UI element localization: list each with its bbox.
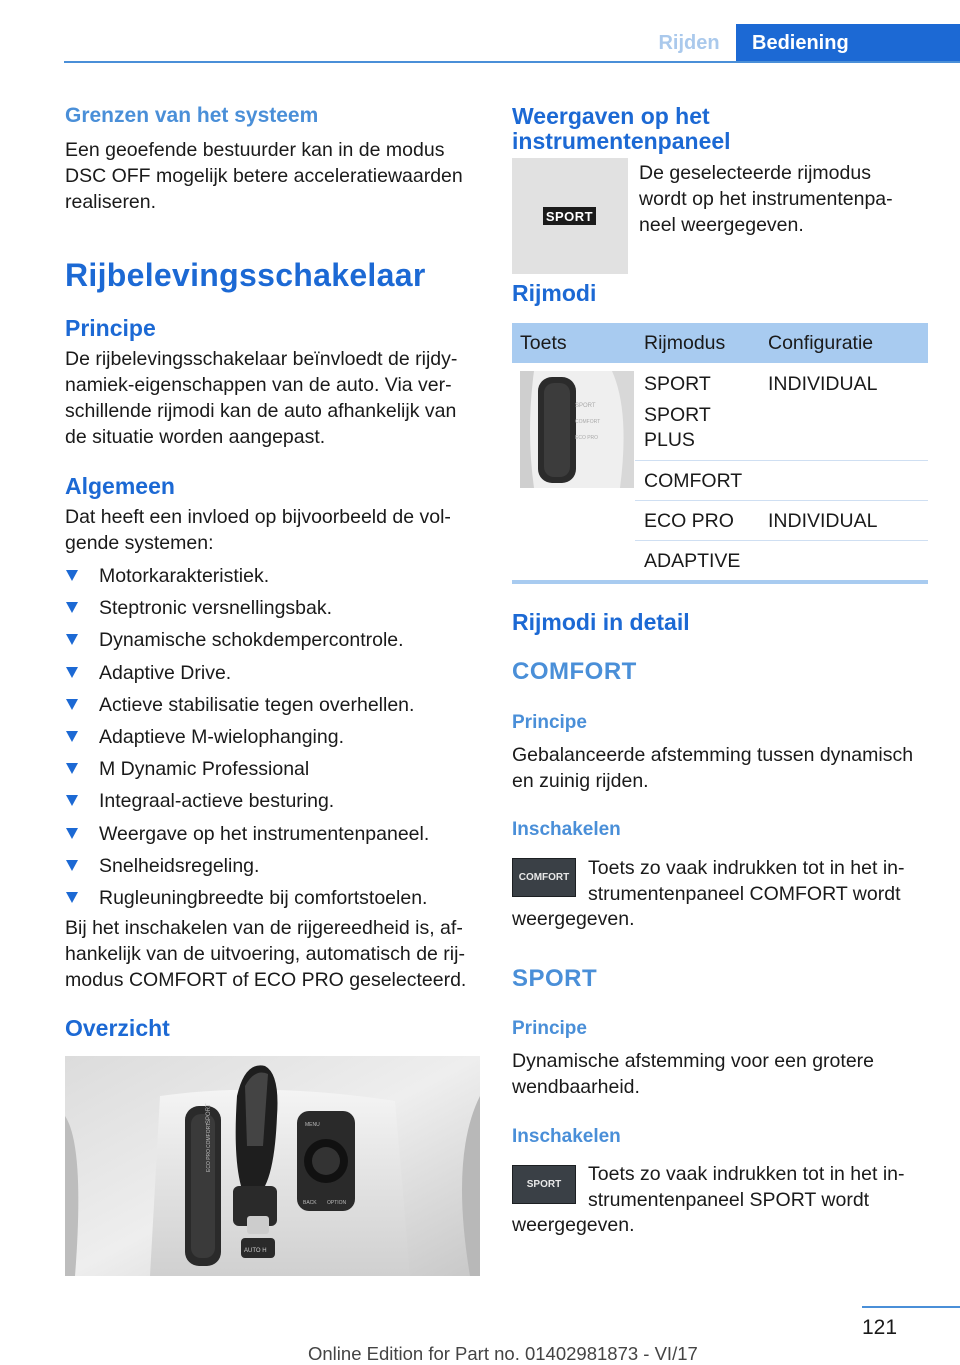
console-option-label: OPTION: [327, 1200, 347, 1206]
list-item: Snelheidsregeling.: [65, 853, 477, 885]
sport-activate-text: Toets zo vaak indrukken tot in het in-strumentenpaneel SPORT wordt: [588, 1163, 905, 1211]
triangle-bullet-icon: [66, 667, 78, 678]
triangle-bullet-icon: [66, 892, 78, 903]
display-image: [512, 158, 628, 274]
activation-text: Bij het inschakelen van de rijgereedheid is, af-hankelijk van de uitvoering, automatisch de rij-modus COMFORT of ECO PRO geselecteerd.: [65, 917, 467, 991]
general-heading: Algemeen: [65, 473, 175, 499]
console-eco-label: ECO PRO: [206, 1148, 212, 1172]
comfort-button: [512, 858, 576, 897]
row-mode: COMFORT: [644, 470, 743, 492]
comfort-principle-heading: Principe: [512, 712, 587, 733]
triangle-bullet-icon: [66, 731, 78, 742]
list-item: M Dynamic Professional: [65, 756, 477, 788]
row-config: INDIVIDUAL: [768, 510, 878, 532]
console-comfort-label: COMFORT: [206, 1122, 212, 1148]
limits-text: Een geoefende bestuurder kan in de modus DSC OFF mogelijk betere acceleratiewaarden realiseren.: [65, 139, 463, 213]
display-text: De geselecteerde rijmodus wordt op het instrumentenpa-neel weergegeven.: [639, 162, 893, 236]
table-row: [635, 363, 928, 461]
triangle-bullet-icon: [66, 763, 78, 774]
edition-text: Online Edition for Part no. 01402981873 - VI/17: [308, 1343, 698, 1364]
modes-heading: Rijmodi: [512, 280, 597, 306]
triangle-bullet-icon: [66, 860, 78, 871]
detail-heading: Rijmodi in detail: [512, 609, 690, 635]
console-sport-label: SPORT: [206, 1103, 212, 1124]
list-item: Rugleuningbreedte bij comfortstoelen.: [65, 885, 477, 917]
systems-list: [65, 563, 477, 917]
switch-comfort-label: COMFORT: [575, 419, 601, 425]
table-row: [635, 501, 928, 541]
console-back-label: BACK: [303, 1200, 317, 1206]
general-text: Dat heeft een invloed op bijvoorbeeld de vol-gende systemen:: [65, 506, 451, 554]
triangle-bullet-icon: [66, 602, 78, 613]
header-cell: Rijmodus: [644, 331, 726, 354]
sport-activate-heading: Inschakelen: [512, 1126, 621, 1147]
triangle-bullet-icon: [66, 570, 78, 581]
triangle-bullet-icon: [66, 634, 78, 645]
comfort-activate-heading: Inschakelen: [512, 819, 621, 840]
row-mode-2: SPORT PLUS: [644, 404, 711, 451]
triangle-bullet-icon: [66, 699, 78, 710]
limits-heading: Grenzen van het systeem: [65, 104, 319, 127]
sport-button: [512, 1165, 576, 1204]
principle-text: De rijbelevingsschakelaar beïnvloedt de rijdy-namiek-eigenschappen van de auto. Via ver-schillende rijmodi kan de auto afhankelijk van de situatie worden aangepast.: [65, 348, 458, 448]
display-heading: Weergaven op het instrumentenpaneel: [512, 103, 731, 154]
row-mode: SPORT: [644, 373, 711, 395]
comfort-activate-text: Toets zo vaak indrukken tot in het in-strumentenpaneel COMFORT wordt: [588, 857, 905, 905]
list-item: Motorkarakteristiek.: [65, 563, 477, 595]
console-autoh-label: AUTO H: [244, 1248, 267, 1254]
footer-rule: [862, 1306, 960, 1308]
comfort-button-label: COMFORT: [518, 872, 570, 883]
list-item: Adaptive Drive.: [65, 660, 477, 692]
row-config: INDIVIDUAL: [768, 373, 878, 395]
sport-principle-heading: Principe: [512, 1018, 587, 1039]
list-item: Actieve stabilisatie tegen overhellen.: [65, 692, 477, 724]
page-number: 121: [862, 1316, 898, 1339]
triangle-bullet-icon: [66, 795, 78, 806]
list-item: Weergave op het instrumentenpaneel.: [65, 821, 477, 853]
list-item: Dynamische schokdempercontrole.: [65, 627, 477, 659]
overview-heading: Overzicht: [65, 1015, 170, 1041]
comfort-principle-text: Gebalanceerde afstemming tussen dynamisch en zuinig rijden.: [512, 744, 914, 792]
sport-activate-text-end: weergegeven.: [512, 1214, 635, 1236]
table-bottom-rule: [512, 580, 928, 584]
list-item: Steptronic versnellingsbak.: [65, 595, 477, 627]
header-tab-rijden[interactable]: Rijden: [658, 31, 720, 54]
sport-heading: SPORT: [512, 965, 598, 992]
header-divider: [64, 61, 960, 63]
sport-display-badge: SPORT: [543, 207, 596, 225]
table-header: [512, 323, 928, 363]
table-row: [635, 461, 928, 501]
list-item: Integraal-actieve besturing.: [65, 788, 477, 820]
triangle-bullet-icon: [66, 828, 78, 839]
comfort-heading: COMFORT: [512, 658, 637, 685]
switch-eco-label: ECO PRO: [575, 435, 599, 441]
principle-heading: Principe: [65, 315, 156, 341]
sport-button-label: SPORT: [526, 1179, 562, 1190]
header-cell: Configuratie: [768, 331, 874, 354]
table-row: [635, 541, 928, 581]
header-tab-bediening[interactable]: Bediening: [736, 24, 960, 62]
comfort-activate-text-end: weergegeven.: [512, 908, 635, 930]
switch-sport-label: SPORT: [575, 403, 596, 409]
console-menu-label: MENU: [305, 1122, 320, 1128]
main-heading: Rijbelevingsschakelaar: [65, 257, 426, 293]
sport-principle-text: Dynamische afstemming voor een grotere wendbaarheid.: [512, 1050, 874, 1098]
mode-switch-image: [520, 371, 634, 488]
modes-table: [512, 323, 928, 585]
console-photo: [65, 1056, 480, 1276]
list-item: Adaptieve M-wielophanging.: [65, 724, 477, 756]
row-mode: ADAPTIVE: [644, 550, 741, 572]
header-cell: Toets: [520, 331, 567, 354]
row-mode: ECO PRO: [644, 510, 734, 532]
